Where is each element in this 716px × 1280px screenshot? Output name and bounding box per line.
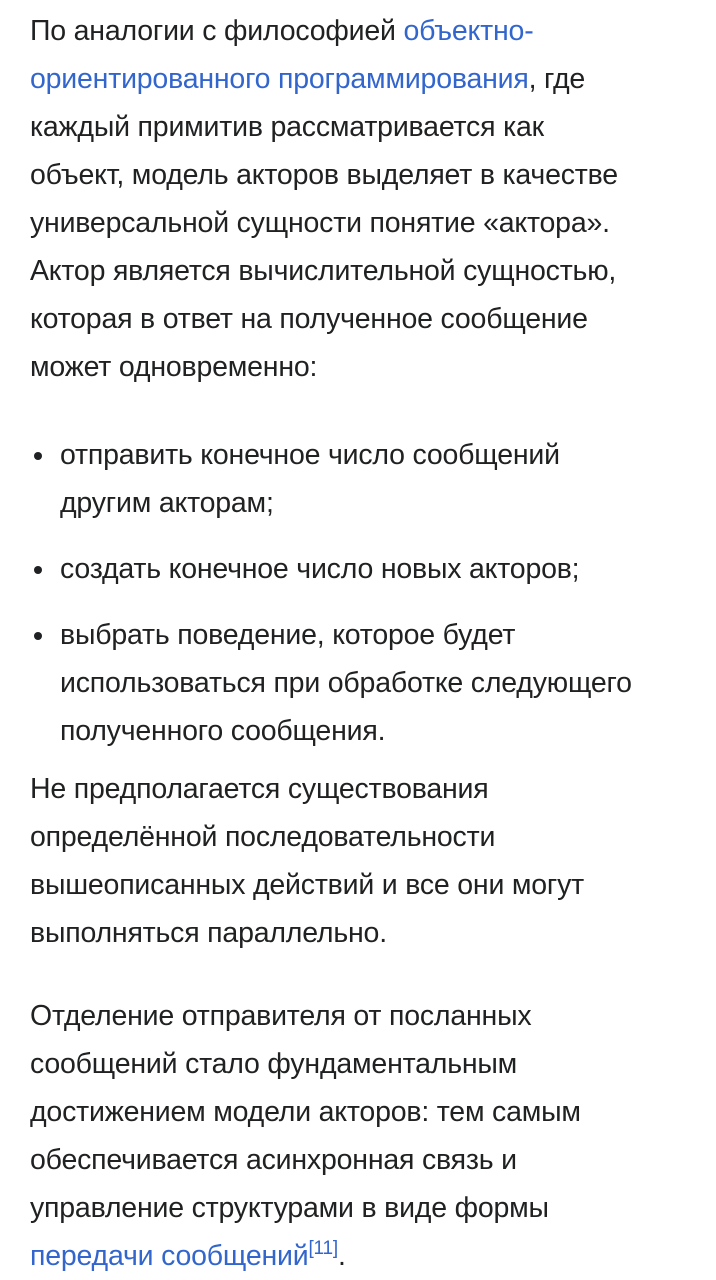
bullet-dot	[34, 452, 42, 460]
list-item-text: использоваться при обработке следующего	[60, 667, 632, 699]
paragraph-text: универсальной сущности понятие «актора».	[30, 207, 610, 239]
list-item-text: создать конечное число новых акторов;	[60, 553, 580, 585]
list-item-text: отправить конечное число сообщений	[60, 439, 560, 471]
paragraph-text: которая в ответ на полученное сообщение	[30, 303, 588, 335]
paragraph-text: объект, модель акторов выделяет в качестве	[30, 159, 618, 191]
paragraph-text: .	[337, 1240, 346, 1272]
bullet-dot	[34, 632, 42, 640]
link-oop-continued[interactable]: ориентированного программирования	[30, 63, 529, 95]
paragraph-text: Актор является вычислительной сущностью,	[30, 255, 617, 287]
paragraph-parallel-actions	[30, 765, 690, 957]
list-item-text: выбрать поведение, которое будет	[60, 619, 516, 651]
paragraph-text: достижением модели акторов: тем самым	[30, 1096, 581, 1128]
article-content	[30, 7, 690, 1280]
paragraph-text: Не предполагается существования	[30, 773, 489, 805]
list-item-text: полученного сообщения.	[60, 715, 386, 747]
paragraph-text: вышеописанных действий и все они могут	[30, 869, 585, 901]
paragraph-text: выполняться параллельно.	[30, 917, 387, 949]
paragraph-text: Отделение отправителя от посланных	[30, 1000, 532, 1032]
text-line	[30, 1232, 690, 1280]
list-item	[30, 611, 690, 755]
list-item	[30, 545, 690, 593]
reference-link-11[interactable]: [11]	[308, 1238, 338, 1259]
paragraph-text: может одновременно:	[30, 351, 318, 383]
paragraph-sender-decoupling	[30, 992, 690, 1280]
text-line	[30, 55, 690, 103]
paragraph-actor-model-intro	[30, 7, 690, 391]
paragraph-text: определённой последовательности	[30, 821, 496, 853]
link-message-passing[interactable]: передачи сообщений	[30, 1240, 309, 1272]
text-line	[30, 7, 690, 55]
actor-actions-list	[30, 431, 690, 755]
paragraph-text: , где	[528, 63, 586, 95]
link-oop[interactable]: объектно-	[403, 15, 534, 47]
paragraph-text: По аналогии с философией	[30, 15, 404, 47]
paragraph-text: управление структурами в виде формы	[30, 1192, 549, 1224]
bullet-dot	[34, 566, 42, 574]
list-item	[30, 431, 690, 527]
paragraph-text: каждый примитив рассматривается как	[30, 111, 544, 143]
list-item-text: другим акторам;	[60, 487, 274, 519]
paragraph-text: обеспечивается асинхронная связь и	[30, 1144, 517, 1176]
paragraph-text: сообщений стало фундаментальным	[30, 1048, 518, 1080]
